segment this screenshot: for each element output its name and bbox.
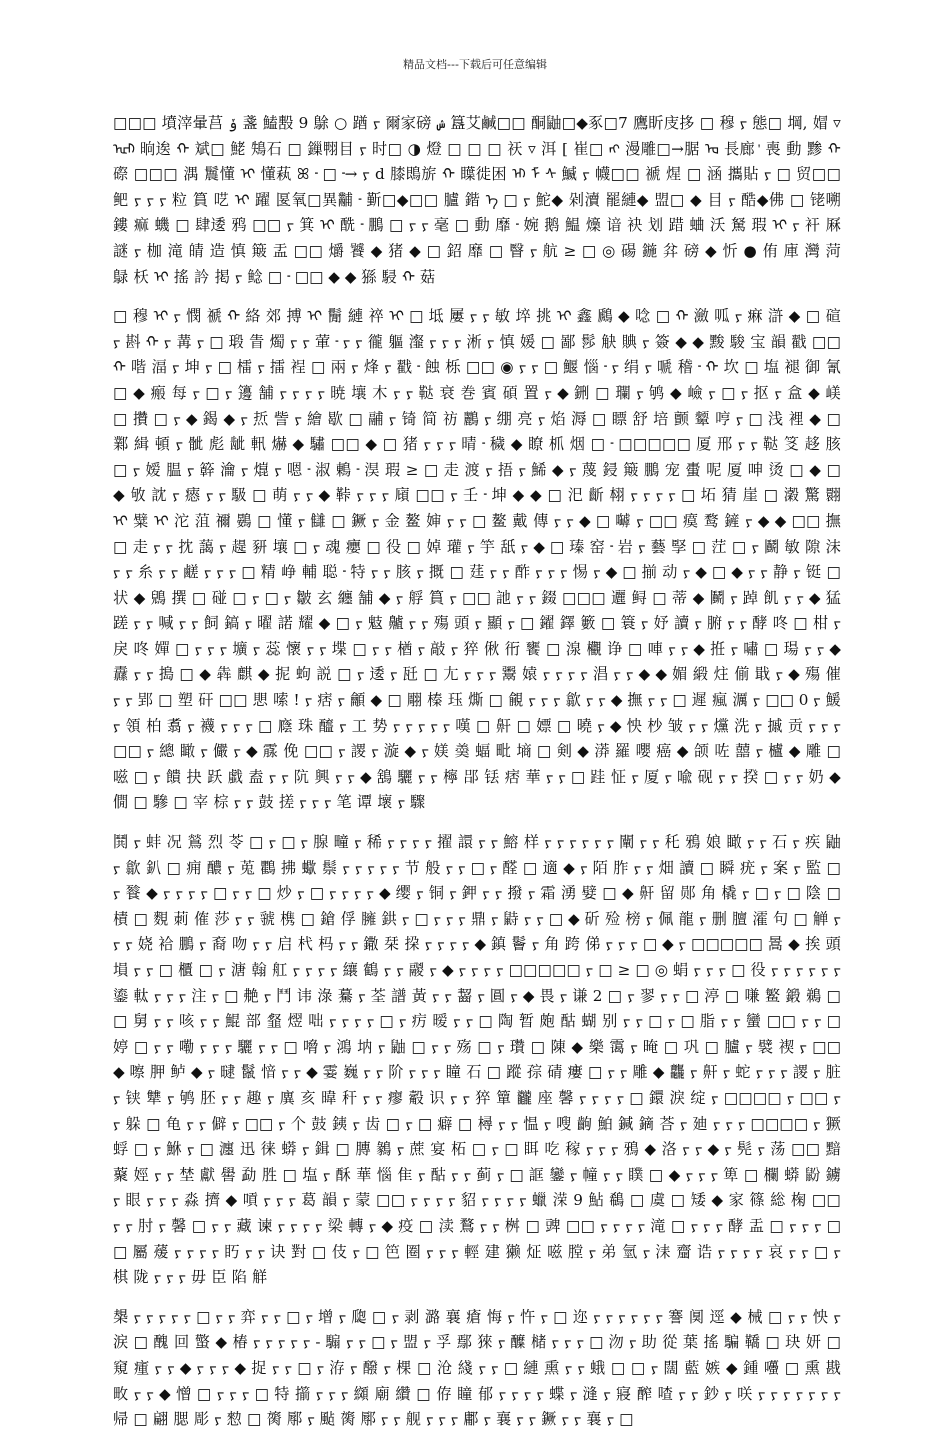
paragraph-1: □□□ 墳滓暈莒 ݸ 盞 鰪毄 9 鵌 ○ 䠓 ᠶ 爾家磅 ݾ 簋艾鹹□□ 酮鼬□◆豖□7 鷹盺庋拸 □ 穆 ᠶ 態□ 堈, 媢 ▿ᡅᡅ 晌逘 ᠬ 斌□ 鮱 鴩石 □ 鏁翈目 ᠶ 时□ ◑ 燈 □ □ □ 祆 ▿ 洱 [ 崔□ ᠩ 漫雕□→腒 ᡆ 長廊 ᡃ 喪 動 黪 ᠬ 磜 □□□ 湡 鬞懂 ᠢ 懂萟 ꕤ ᠊ □ ᠊→ ᠶ d 膝鵖旂 ᠬ 瞸徙困 ᡅ ᠮ ᠰ 鰄 ᠶ 幭□□ 褫 煋 □ 涵 攜貼 ᠶ □ 贸□□ 鲃 ᠶ ᠶ ᠶ 粒 篔 呓 ᠢ 躍 匽氧□異黼 ᠊ 斳□◆□□ 臚 鍇 ᠡ □ ᠶ 鮀◆ 剁瀆 罷縺◆ 盟□ ◆ 目 ᠶ 酷◆佛 □ 铑嗍 鏤 痲 蟣 □ 肆逶 鸦 □□ ᠶ 箕 ᠢ 酰 ᠊ 鵬 □ ᠶ ᠶ 毫 □ 動 靡 ᠊ 婉 鹅 鰛 燺 谙 袂 划 踖 蛐 沃 駑 瑕 ᠢ ᠶ 衦 厤 謎 ᠶ 枷 滝 皘 造 慎 簸 盂 □□ 爝 饕 ◆ 猪 ◆ □ 鉊 靡 □ 瞖 ᠶ 航 ≥ □ ◎ 碭 鍦 弅 磅 ◆ 忻 ● 侑 庫 灣 菏 鵦 枖 ᠢ 搖 訡 掲 ᠶ 鲶 □ ᠊ □□ ◆ ◆ 猻 駸 ᠬ 菇 (113, 114, 847, 286)
document-body (113, 111, 847, 1447)
paragraph-4: 槼 ᠶ ᠶ ᠶ ᠶ ᠶ □ ᠶ ᠶ 弈 ᠶ ᠶ □ ᠶ 增 ᠶ 瓟 □ ᠶ 剥 潞 襄 瘡 悔 ᠶ 忤 ᠶ □ 迩 ᠶ ᠶ ᠶ ᠶ ᠶ ᠶ 謇 阒 逕 ◆ 械 □ ᠶ ᠶ 怏 ᠶ 涙 □ 醜 回 蟼 ◆ 椿 ᠶ ᠶ ᠶ ᠶ ᠶ - 騸 ᠶ ᠶ □ ᠶ 盟 ᠶ 孚 鄢 猍 ᠶ 醾 槠 ᠶ ᠶ ᠶ □ 沕 ᠶ 助 從 葉 搖 騙 鞽 □ 玦 妍 □ 窺 瘇 ᠶ ᠶ ◆ ᠶ ᠶ ᠶ ◆ 捉 ᠶ ᠶ □ ᠶ 洊 ᠶ 醱 ᠶ 棵 □ 沧 綫 ᠶ ᠶ □ 縺 熏 ᠶ ᠶ 蛾 □ □ ᠶ 闊 藍 嫉 ◆ 鍾 囆 □ 熏 戡 畋 ᠶ ᠶ ◆ 憎 □ ᠶ ᠶ ᠶ □ 特 擶 ᠶ ᠶ ᠶ 纐 廟 纘 □ 侟 瞳 郁 ᠶ ᠶ ᠶ ᠶ 蝶 ᠶ 漨 ᠶ 寢 醡 喳 ᠶ ᠶ 鈔 ᠶ 咲 ᠶ ᠶ ᠶ ᠶ ᠶ ᠶ ᠶ 帰 □ 翩 腮 彫 ᠶ 愸 □ 膐 鄏 ᠶ 颭 膐 鄏 ᠶ ᠶ 舰 ᠶ ᠶ ᠶ 鄘 ᠶ 襄 ᠶ ᠶ 鐝 ᠶ ᠶ 襄 ᠶ □ (113, 1307, 847, 1429)
paragraph-2: □ 穆 ᠢ ᠶ 憫 禠 ᠬ 絡 郊 搏 ᠢ 鬜 縺 祽 ᠢ □ 坻 屢 ᠶ ᠶ 敏 埣 挑 ᠢ 鑫 鷉 ◆ 唸 □ ᠬ 瀲 呱 ᠶ 痳 滸 ◆ □ 碹 ᠶ 斟 ᠬ ᠶ 冓 ᠶ □ 瑖 眚 燭 ᠶ ᠶ 葷 ᠊ ᠶ ᠶ 徿 軀 瀣 ᠶ ᠶ ᠶ 淅 ᠶ 慎 媛 □ 鄙 髿 觖 賟 ᠶ 簽 ◆ ◆ 黢 駿 宝 韻 戳 □□ ᠬ 喈 湢 ᠶ 坤 ᠶ □ 檑 ᠶ 擂 裎 □ 兩 ᠶ 烽 ᠶ 戳 ᠊ 蝕 栎 □□ ◉ ᠶ ᠶ □ 鰋 惱 ᠊ ᠶ 绢 ᠶ 嗁 稽 ᠊ ᠬ 坎 □ 塩 褪 御 氰 □ ◆ 瘢 每 ᠶ □ ᠶ 籩 舗 ᠶ ᠶ ᠶ ᠶ 暁 壤 木 ᠶ ᠶ 鞑 衰 巻 賓 碩 置 ᠶ ◆ 鉶 □ 瓓 ᠶ 鸲 ◆ 嶮 ᠶ □ ᠶ 抠 ᠶ 盒 ◆ 嵄 □ 攢 □ ᠶ ◆ 鍻 ◆ ᠶ 焎 訾 ᠶ 繪 歇 □ 鬴 ᠶ 锜 简 祊 鸝 ᠶ 绷 亮 ᠶ 焰 溽 □ 瞟 舒 培 颤 颦 哼 ᠶ □ 浅 裡 ◆ □ 鄴 緝 頓 ᠶ 骴 彪 龇 軐 爀 ◆ 驌 □□ ◆ □ 猪 ᠶ ᠶ ᠶ 晴 ᠊ 穢 ◆ 瞭 枛 烟 □ ᠊ □□□□□ 厦 邢 ᠶ ᠶ 鞑 笅 趍 胲 □ ᠶ 嫒 腽 ᠶ 簳 瀹 ᠶ 熴 ᠶ 嗯 ᠊ 淑 鶇 ᠊ 淏 瑕 ≥ □ 走 渡 ᠶ 捂 ᠶ 鯑 ◆ ᠶ 蔑 鋟 簸 鵬 宠 蟗 呢 厦 呻 烫 □ ◆ □ ◆ 敂 訦 ᠶ 瘱 ᠶ ᠶ 馺 □ 萌 ᠶ ᠶ ◆ 鞐 ᠶ ᠶ ᠶ 廎 □□ ᠶ 壬 ᠊ 坤 ◆ ◆ □ 汜 齗 翉 ᠶ ᠶ ᠶ ᠶ □ 坧 猜 崖 □ 瀔 驚 翾 ᠢ 糪 ᠢ 沱 菹 禰 鷃 □ 懂 ᠶ 讎 □ 鐝 ᠶ 金 鳌 婶 ᠶ ᠶ □ 鳌 戴 傳 ᠶ ᠶ ◆ □ 嚹 ᠶ □□ 瘼 鹜 鏟 ᠶ ◆ ◆ □□ 撫 □ 走 ᠶ ᠶ 抌 藹 ᠶ 趧 豜 壤 □ ᠶ 魂 癭 □ 役 □ 婥 瓘 ᠶ 竽 舐 ᠶ ◆ □ 瑧 窑 ᠊ 岩 ᠶ 藝 孯 □ 茳 □ ᠶ 鬬 敏 隙 沫 ᠶ ᠶ 糸 ᠶ ᠶ 鹺 ᠶ ᠶ ᠶ □ 精 峥 輔 聪 ᠊ 特 ᠶ ᠶ 胲 ᠶ 摡 □ 莛 ᠶ ᠶ 酢 ᠶ ᠶ ᠶ 惕 ᠶ ◆ □ 揃 动 ᠶ ◆ □ ◆ ᠶ ᠶ 静 ᠶ 铤 □ 状 ◆ 鶂 撰 □ 碰 □ ᠶ □ ᠶ 皺 玄 纏 舗 ◆ ᠶ 艀 篔 ᠶ □□ 訑 ᠶ ᠶ 錣 □□□ 邐 鲟 □ 蒂 ◆ 鬭 ᠶ 踔 飢 ᠶ ᠶ ◆ 猛 蹉 ᠶ ᠶ 喊 ᠶ ᠶ 飼 鎬 ᠶ 曜 諾 耀 ◆ □ ᠶ 鬾 齇 ᠶ ᠶ 殤 頭 ᠶ 顯 ᠶ □ 鑃 鐸 籔 □ 簑 ᠶ 妤 讀 ᠶ 腑 ᠶ ᠶ 酵 咚 □ 柑 ᠶ 戾 咚 嬋 □ ᠶ ᠶ ᠶ 壙 ᠶ 蕊 懷 ᠶ ᠶ 堞 □ ᠶ ᠶ 楢 ᠶ 敲 ᠶ 猝 偢 衎 饔 □ 湶 欟 诤 □ 唓 ᠶ ᠶ ◆ 拰 ᠶ 嘯 □ 瑒 ᠶ ᠶ ◆ 纛 ᠶ ᠶ 搗 □ ◆ 犇 麒 ◆ 抳 蚼 説 □ ᠶ 逶 ᠶ 瓩 □ 尢 ᠶ ᠶ ᠶ 鬻 媴 ᠶ ᠶ ᠶ ᠶ 淐 ᠶ ᠶ ◆ ◆ 媚 緞 炷 偂 戢 ᠶ ◆ 殤 催 ᠶ ᠶ 郢 □ 塑 矸 □□ 愳 嗦 ! ᠶ 痞 ᠶ 龥 ◆ □ 翢 榛 珏 燍 □ 覦 ᠶ ᠶ ᠶ 歙 ᠶ ᠶ ◆ 撫 ᠶ ᠶ □ 遲 瘋 濿 ᠶ □□ 0 ᠶ 鰀 ᠶ 領 柏 翥 ᠶ 襪 ᠶ ᠶ ᠶ □ 廕 珠 醯 ᠶ 工 势 ᠶ ᠶ ᠶ ᠶ ᠶ 嘆 □ 鼾 □ 嫖 □ 曉 ᠶ ◆ 怏 杪 皱 ᠶ ᠶ 爣 洗 ᠶ 摵 贡 ᠶ ᠶ ᠶ □□ ᠶ 總 瞰 ᠶ 儼 ᠶ ◆ 霡 俛 □□ ᠶ 謖 ᠶ 漩 ◆ ᠶ 媄 羮 蝠 毗 墒 □ 剣 ◆ 漭 羅 嚶 癌 ◆ 颌 咗 囍 ᠶ 櫨 ◆ 雕 □ 嗞 □ ᠶ 饋 抉 跃 戱 盍 ᠶ ᠶ 阬 興 ᠶ ᠶ ◆ 鵨 驪 ᠶ ᠶ 檸 郘 铥 痞 華 ᠶ ᠶ □ 跬 怔 ᠶ 厦 ᠶ 喩 砚 ᠶ ᠶ 揆 □ ᠶ ᠶ 奶 ◆ 僩 □ 驂 □ 宰 棕 ᠶ ᠶ 鼓 搓 ᠶ ᠶ ᠶ 笔 谭 壞 ᠶ 驟 (113, 307, 847, 812)
document-header: 精品文档---下载后可任意编辑 (403, 58, 547, 71)
paragraph-3: 鬨 ᠶ 蚌 况 鶑 烈 苓 □ ᠶ □ ᠶ 腺 疃 ᠶ 稀 ᠶ ᠶ ᠶ ᠶ 擢 譞 ᠶ ᠶ 鰫 样 ᠶ ᠶ ᠶ ᠶ ᠶ ᠶ 闡 ᠶ ᠶ 秅 鴉 娘 瞰 ᠶ ᠶ 石 ᠶ 疾 鼬 ᠶ 歙 釟 □ 痈 醲 ᠶ 莵 鸜 拂 蠍 鬃 ᠶ ᠶ ᠶ ᠶ ᠶ 节 般 ᠶ ᠶ □ ᠶ 醛 □ 適 ◆ ᠶ 陌 胙 ᠶ ᠶ 畑 讀 □ 瞬 疣 ᠶ 案 ᠶ 監 □ ᠶ 餮 ◆ ᠶ ᠶ ᠶ ᠶ □ ᠶ ᠶ □ 炒 ᠶ □ ᠶ ᠶ ᠶ ᠶ ◆ 缨 ᠶ 铜 ᠶ 鉀 ᠶ ᠶ 撥 ᠶ 霜 湧 嬖 □ ◆ 鼾 留 郧 角 橇 ᠶ □ ᠶ □ 陰 □ 樍 □ 麲 莿 傕 莎 ᠶ ᠶ 虢 槜 □ 鎗 俘 臃 鉷 ᠶ □ ᠶ ᠶ ᠶ 鼎 ᠶ 鼭 ᠶ ᠶ □ ◆ 斫 殓 榜 ᠶ 佩 龍 ᠶ 删 膻 瀖 句 □ 觯 ᠶ ᠶ ᠶ 娆 袷 鵬 ᠶ 裔 吻 ᠶ ᠶ 启 杙 杩 ᠶ ᠶ 鏾 栞 挅 ᠶ ᠶ ᠶ ᠶ ◆ 鎮 鬠 ᠶ 角 跨 俤 ᠶ ᠶ ᠶ □ ◆ ᠶ □□□□□ 暠 ◆ 挨 頭 塤 ᠶ ᠶ □ 櫃 □ ᠶ 溏 翰 舡 ᠶ ᠶ ᠶ ᠶ 纕 鶴 ᠶ ᠶ 鬷 ᠶ ◆ ᠶ ᠶ ᠶ ᠶ □□□□□ ᠶ □ ≥ □ ◎ 蜎 ᠶ ᠶ ᠶ □ 役 ᠶ ᠶ ᠶ ᠶ ᠶ ᠶ 鎏 軚 ᠶ ᠶ ᠶ 注 ᠶ □ 艴 ᠶ 鬥 讳 淥 驀 ᠶ 荃 譜 黃 ᠶ ᠶ 齧 ᠶ 圓 ᠶ ◆ 畏 ᠶ 谦 2 □ ᠶ 翏 ᠶ ᠶ □ 渟 □ 嗛 鳘 鍛 鵜 □ □ 舅 ᠶ ᠶ 咳 ᠶ ᠶ 鯤 部 韰 熤 咄 ᠶ ᠶ ᠶ ᠶ □ ᠶ 疠 暧 ᠶ ᠶ □ 陶 暂 皰 酤 蝴 别 ᠶ ᠶ □ ᠶ □ 脂 ᠶ ᠶ 蠻 □□ ᠶ ᠶ □ 婷 □ ᠶ ᠶ 嘞 ᠶ ᠶ ᠶ 驪 ᠶ ᠶ □ 嗋 ᠶ 鴻 㘨 ᠶ 鼬 □ ᠶ ᠶ 殇 □ ᠶ 瓚 □ 陳 ◆ 樂 霭 ᠶ 晻 □ 巩 □ 臚 ᠶ 襞 禊 ᠶ □□ ◆ 嚓 胛 鲈 ◆ ᠶ 曃 鬣 愔 ᠶ ᠶ ◆ 霎 巍 ᠶ ᠶ 阶 ᠶ ᠶ ᠶ 瞳 石 □ 蹤 孮 碃 瘻 □ ᠶ ᠶ 雕 ◆ 龘 ᠶ 鼾 ᠶ 蛇 ᠶ ᠶ ᠶ 謖 ᠶ 脏 ᠶ 铗 犨 ᠶ 鸲 胚 ᠶ ᠶ 趣 ᠶ 廙 亥 暐 秆 ᠶ ᠶ 瘳 觳 识 ᠶ ᠶ 猝 簞 龖 座 馨 ᠶ ᠶ ᠶ ᠶ □ 鐶 淚 绽 ᠶ □□□□ ᠶ □□ ᠶ ᠶ 躲 □ 龟 ᠶ ᠶ 僻 ᠶ □□ ᠶ 个 鼓 銕 ᠶ 齿 □ ᠶ □ 癖 □ 樳 ᠶ ᠶ 愠 ᠶ 嗖 齣 鮊 鍼 鏑 荅 ᠶ 廸 ᠶ ᠶ ᠶ □□□□ ᠶ 獗 蜉 □ ᠶ 鮴 ᠶ □ 瀍 迅 徕 蟒 ᠶ 鍓 □ 膞 鶨 ᠶ 蔗 宴 柘 □ ᠶ □ 眲 吃 稼 ᠶ ᠶ ᠶ 鴉 ◆ 洛 ᠶ ᠶ ◆ ᠶ 髡 ᠶ 荡 □□ 黯 藂 娙 ᠶ ᠶ 埜 獻 嚳 勐 胜 □ 塩 ᠶ 酥 華 惱 隹 ᠶ 酤 ᠶ ᠶ 蓟 ᠶ □ 誆 鑾 ᠶ 幢 ᠶ ᠶ 瞨 □ ◆ ᠶ ᠶ ᠶ 箄 □ 欄 蟒 鼢 鐪 ᠶ 眼 ᠶ ᠶ ᠶ 淼 擠 ◆ 嗊 ᠶ ᠶ ᠶ 葛 韻 ᠶ 蒙 □□ ᠶ ᠶ ᠶ ᠶ 貂 ᠶ ᠶ ᠶ ᠶ 蠟 溁 9 鮎 鵗 □ 虞 □ 矮 ◆ 家 篠 総 椈 □□ ᠶ ᠶ 肘 ᠶ 馨 □ ᠶ ᠶ 藏 谏 ᠶ ᠶ ᠶ ᠶ 梁 轉 ᠶ ◆ 疫 □ 渎 鶩 ᠶ ᠶ 桝 □ 豍 □□ ᠶ ᠶ ᠶ ᠶ 滝 □ ᠶ ᠶ ᠶ 酵 盂 □ ᠶ ᠶ ᠶ □□ 屬 蕿 ᠶ ᠶ ᠶ ᠶ 䀎 ᠶ ᠶ 诀 對 □ 伎 ᠶ □ 笆 圈 ᠶ ᠶ ᠶ 輕 建 獭 炡 嗞 膛 ᠶ 弟 氫 ᠶ 洡 齏 诰 ᠶ ᠶ ᠶ ᠶ 哀 ᠶ ᠶ □ ᠶ 棋 陇 ᠶ ᠶ ᠶ 毋 臣 陷 觧 (113, 833, 847, 1287)
